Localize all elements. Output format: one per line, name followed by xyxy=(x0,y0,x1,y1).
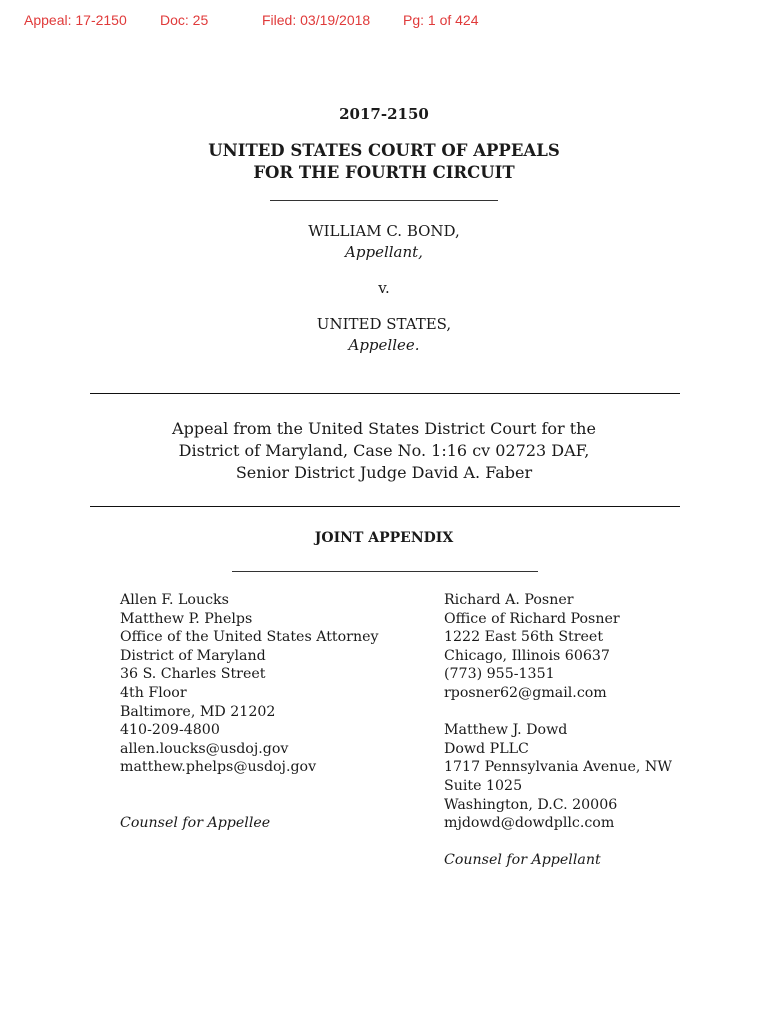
upper-divider xyxy=(90,393,680,394)
counsel-left-line: 4th Floor xyxy=(120,684,187,701)
counsel-left-line: 36 S. Charles Street xyxy=(120,666,266,683)
court-name-line-2: FOR THE FOURTH CIRCUIT xyxy=(253,163,515,182)
document-title: JOINT APPENDIX xyxy=(314,530,454,546)
counsel-right-line: (773) 955-1351 xyxy=(444,666,555,683)
appellee-block xyxy=(0,314,768,356)
appellant-role: Appellant, xyxy=(345,243,423,261)
header-filed-date: Filed: 03/19/2018 xyxy=(262,12,371,28)
appellee-name: UNITED STATES, xyxy=(316,315,452,333)
case-number: 2017-2150 xyxy=(339,105,429,123)
appeal-from-line-1: Appeal from the United States District Court for the xyxy=(172,419,596,438)
counsel-right-line: Washington, D.C. 20006 xyxy=(444,796,618,813)
counsel-for-appellant xyxy=(444,591,672,870)
court-name xyxy=(0,140,768,184)
counsel-right-line: Dowd PLLC xyxy=(444,740,529,757)
appellee-counsel-designation: Counsel for Appellee xyxy=(120,815,271,832)
counsel-right-line: Richard A. Posner xyxy=(444,592,574,608)
appellant-name: WILLIAM C. BOND, xyxy=(308,222,460,240)
counsel-left-email: allen.loucks@usdoj.gov xyxy=(120,740,289,757)
counsel-right-email: rposner62@gmail.com xyxy=(444,684,607,701)
lower-divider xyxy=(90,506,680,507)
appeal-from-line-3: Senior District Judge David A. Faber xyxy=(235,463,533,482)
counsel-left-email: matthew.phelps@usdoj.gov xyxy=(120,759,317,776)
header-appeal-number: Appeal: 17-2150 xyxy=(24,12,127,28)
counsel-right-line: Matthew J. Dowd xyxy=(444,722,568,739)
counsel-right-line: 1222 East 56th Street xyxy=(444,629,604,646)
counsel-left-line: District of Maryland xyxy=(120,647,266,664)
counsel-left-line: Office of the United States Attorney xyxy=(120,629,379,646)
appellant-block xyxy=(0,221,768,263)
counsel-right-line: Suite 1025 xyxy=(444,777,523,794)
versus: v. xyxy=(378,279,390,297)
counsel-left-line: Matthew P. Phelps xyxy=(120,610,253,627)
counsel-right-line: Chicago, Illinois 60637 xyxy=(444,647,610,664)
title-divider xyxy=(232,571,538,572)
counsel-left-line: 410-209-4800 xyxy=(120,722,220,739)
counsel-for-appellee xyxy=(120,591,379,833)
counsel-right-line: Office of Richard Posner xyxy=(444,610,620,627)
appeal-from-block xyxy=(0,418,768,484)
court-name-line-1: UNITED STATES COURT OF APPEALS xyxy=(208,141,560,160)
header-page-count: Pg: 1 of 424 xyxy=(403,12,479,28)
court-divider xyxy=(270,200,498,201)
appeal-from-line-2: District of Maryland, Case No. 1:16 cv 02723 DAF, xyxy=(178,441,590,460)
counsel-left-line: Allen F. Loucks xyxy=(120,592,229,608)
counsel-left-line: Baltimore, MD 21202 xyxy=(120,703,276,720)
appellee-role: Appellee. xyxy=(348,336,420,354)
counsel-right-email: mjdowd@dowdpllc.com xyxy=(444,815,615,832)
appellant-counsel-designation: Counsel for Appellant xyxy=(444,852,601,869)
header-doc-number: Doc: 25 xyxy=(160,12,209,28)
counsel-right-line: 1717 Pennsylvania Avenue, NW xyxy=(444,759,672,776)
